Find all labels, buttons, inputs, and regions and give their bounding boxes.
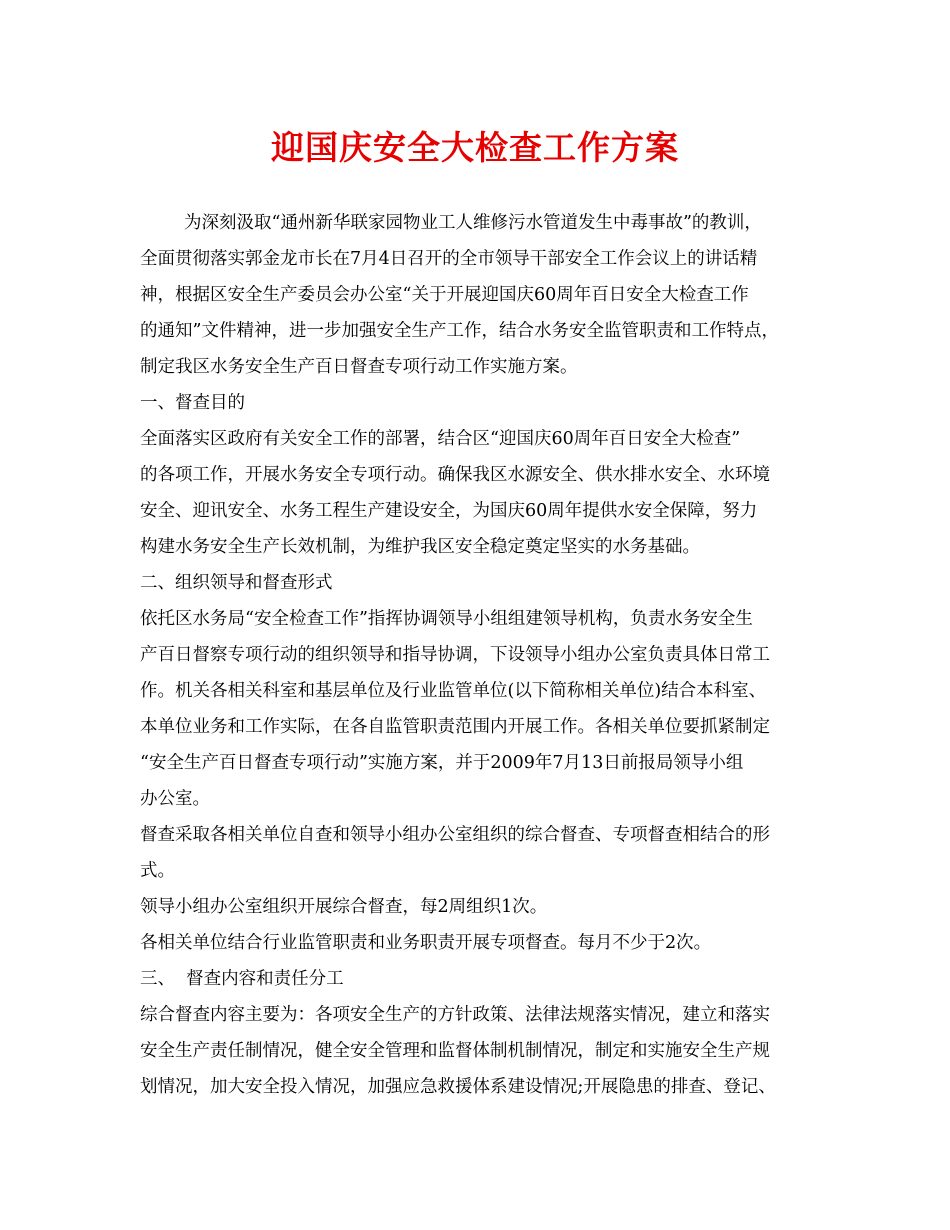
paragraph-line: “安全生产百日督查专项行动”实施方案，并于2009年7月13日前报局领导小组 — [140, 753, 744, 773]
paragraph-line: 产百日督察专项行动的组织领导和指导协调，下设领导小组办公室负责具体日常工 — [140, 645, 770, 665]
document-body — [140, 205, 820, 1105]
section-heading: 三、 督查内容和责任分工 — [140, 969, 344, 989]
paragraph-line: 依托区水务局“安全检查工作”指挥协调领导小组组建领导机构，负责水务安全生 — [140, 609, 753, 629]
paragraph-line: 办公室。 — [140, 789, 210, 809]
paragraph-line: 各相关单位结合行业监管职责和业务职责开展专项督查。每月不少于2次。 — [140, 933, 712, 953]
paragraph-line: 全面贯彻落实郭金龙市长在7月4日召开的全市领导干部安全工作会议上的讲话精 — [140, 249, 758, 269]
paragraph-line: 领导小组办公室组织开展综合督查，每2周组织1次。 — [140, 897, 548, 917]
document-title: 迎国庆安全大检查工作方案 — [271, 128, 679, 167]
paragraph-line: 综合督查内容主要为：各项安全生产的方针政策、法律法规落实情况，建立和落实 — [140, 1005, 770, 1025]
paragraph-line: 作。机关各相关科室和基层单位及行业监管单位(以下简称相关单位)结合本科室、 — [140, 681, 767, 701]
section-heading: 一、督查目的 — [140, 393, 245, 413]
paragraph-line: 全面落实区政府有关安全工作的部署，结合区“迎国庆60周年百日安全大检查” — [140, 429, 741, 449]
paragraph-line: 划情况，加大安全投入情况，加强应急救援体系建设情况;开展隐患的排查、登记、 — [140, 1077, 776, 1097]
paragraph-line: 式。 — [140, 861, 175, 881]
paragraph-line: 制定我区水务安全生产百日督查专项行动工作实施方案。 — [140, 357, 578, 377]
paragraph-line: 构建水务安全生产长效机制，为维护我区安全稳定奠定坚实的水务基础。 — [140, 537, 700, 557]
section-heading: 二、组织领导和督查形式 — [140, 573, 333, 593]
paragraph-line: 的通知”文件精神，进一步加强安全生产工作，结合水务安全监管职责和工作特点， — [140, 321, 779, 341]
paragraph-line: 安全生产责任制情况，健全安全管理和监督体制机制情况，制定和实施安全生产规 — [140, 1041, 770, 1061]
paragraph-line: 安全、迎讯安全、水务工程生产建设安全，为国庆60周年提供水安全保障，努力 — [140, 501, 758, 521]
paragraph-line: 神，根据区安全生产委员会办公室“关于开展迎国庆60周年百日安全大检查工作 — [140, 285, 749, 305]
paragraph-line: 本单位业务和工作实际，在各自监管职责范围内开展工作。各相关单位要抓紧制定 — [140, 717, 770, 737]
paragraph-line: 的各项工作，开展水务安全专项行动。确保我区水源安全、供水排水安全、水环境 — [140, 465, 770, 485]
paragraph-line: 为深刻汲取“通州新华联家园物业工人维修污水管道发生中毒事故”的教训， — [184, 213, 762, 233]
paragraph-line: 督查采取各相关单位自查和领导小组办公室组织的综合督查、专项督查相结合的形 — [140, 825, 770, 845]
